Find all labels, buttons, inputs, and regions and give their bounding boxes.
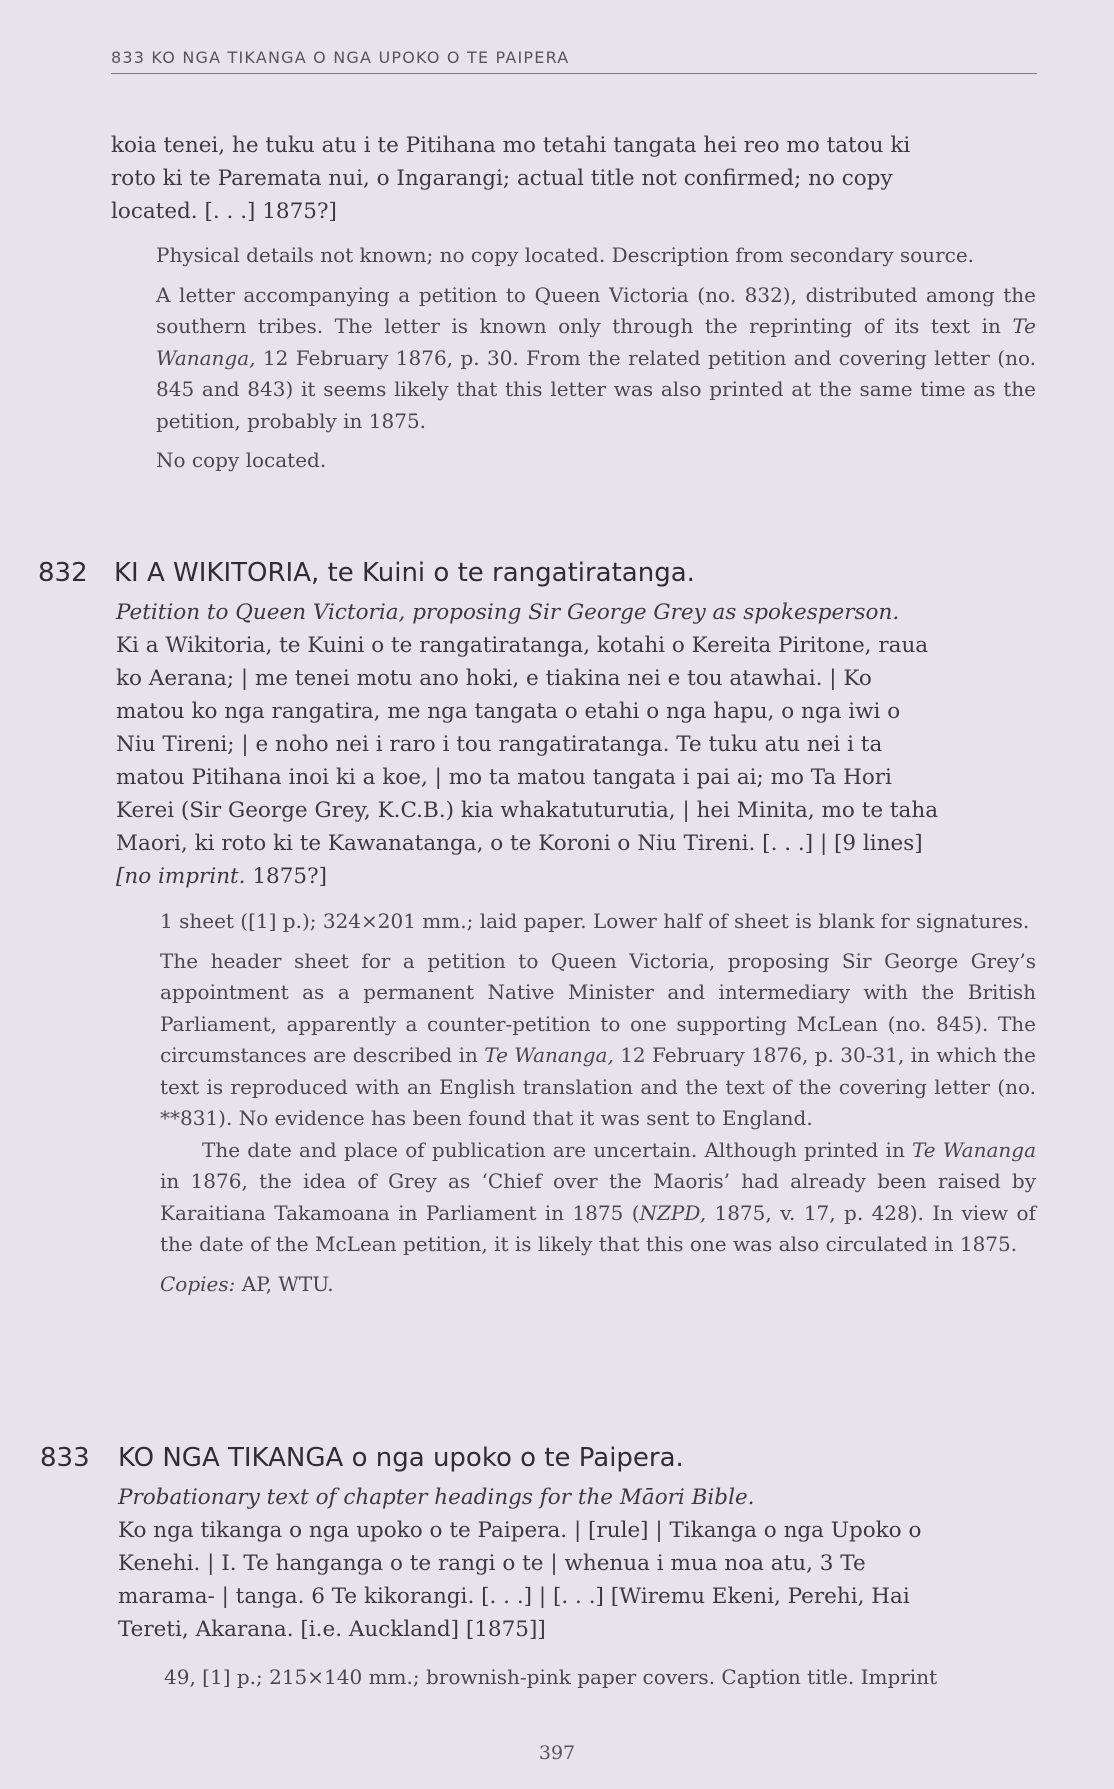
entry-heading: KI A WIKITORIA, te Kuini o te rangatiratanga.	[114, 558, 695, 588]
physical-description: 49, [1] p.; 215×140 mm.; brownish-pink paper covers. Caption title. Imprint	[164, 1665, 938, 1689]
title-line: [no imprint. 1875?]	[116, 864, 327, 889]
title-line: Kenehi. | I. Te hanganga o te rangi o te | whenua i mua noa atu, 3 Te	[118, 1551, 866, 1576]
entry-833-notes	[164, 1662, 1040, 1694]
note-paragraph: The header sheet for a petition to Queen Victoria, proposing Sir George Grey’s appointment as a permanent Native Minister and intermediary with the British Parliament, apparently a counter-petition to one supporting McLean (no. 845). The circumstances are described in Te Wananga, 12 February 1876, p. 30-31, in which the text is reproduced with an English translation and the text of the covering letter (no. **831). No evidence has been found that it was sent to England.	[160, 948, 1036, 1130]
copies-line: Copies: AP, WTU.	[160, 1271, 334, 1296]
title-line: Ko nga tikanga o nga upoko o te Paipera. | [rule] | Tikanga o nga Upoko o	[118, 1518, 922, 1543]
title-line: Ki a Wikitoria, te Kuini o te rangatiratanga, kotahi o Kereita Piritone, raua	[116, 633, 929, 658]
title-line: roto ki te Paremata nui, o Ingarangi; actual title not confirmed; no copy	[111, 166, 893, 191]
title-line: Tereti, Akarana. [i.e. Auckland] [1875]]	[118, 1617, 546, 1642]
title-line: located. [. . .] 1875?]	[111, 199, 337, 224]
entry-832-body	[116, 596, 1016, 893]
entry-number: 833	[40, 1443, 90, 1473]
prev-entry-notes	[156, 240, 1036, 477]
physical-description: Physical details not known; no copy located. Description from secondary source.	[156, 243, 975, 267]
entry-heading: KO NGA TIKANGA o nga upoko o te Paipera.	[118, 1443, 684, 1473]
entry-833-body	[118, 1481, 1018, 1646]
entry-subtitle: Probationary text of chapter headings for the Māori Bible.	[118, 1485, 755, 1510]
title-line: koia tenei, he tuku atu i te Pitihana mo tetahi tangata hei reo mo tatou ki	[111, 133, 911, 158]
note-paragraph: The date and place of publication are uncertain. Although printed in Te Wananga in 1876, the idea of Grey as ‘Chief over the Maoris’ had already been raised by Karaitiana Takamoana in Parliament in 1875 (NZPD, 1875, v. 17, p. 428). In view of the date of the McLean petition, it is likely that this one was also circulated in 1875.	[160, 1137, 1036, 1256]
no-copy-note: No copy located.	[156, 448, 327, 472]
entry-subtitle: Petition to Queen Victoria, proposing Sir George Grey as spokesperson.	[116, 600, 900, 625]
title-line: ko Aerana; | me tenei motu ano hoki, e tiakina nei e tou atawhai. | Ko	[116, 666, 872, 691]
running-head: 833 KO NGA TIKANGA O NGA UPOKO O TE PAIPERA	[111, 48, 1037, 74]
title-line: Kerei (Sir George Grey, K.C.B.) kia whakatuturutia, | hei Minita, mo te taha	[116, 798, 939, 823]
note-paragraph: A letter accompanying a petition to Queen Victoria (no. 832), distributed among the southern tribes. The letter is known only through the reprinting of its text in Te Wananga, 12 February 1876, p. 30. From the related petition and covering letter (no. 845 and 843) it seems likely that this letter was also printed at the same time as the petition, probably in 1875.	[156, 282, 1036, 433]
title-line: matou ko nga rangatira, me nga tangata o etahi o nga hapu, o nga iwi o	[116, 699, 901, 724]
entry-832-notes	[160, 906, 1036, 1300]
title-line: matou Pitihana inoi ki a koe, | mo ta matou tangata i pai ai; mo Ta Hori	[116, 765, 892, 790]
title-line: Niu Tireni; | e noho nei i raro i tou rangatiratanga. Te tuku atu nei i ta	[116, 732, 883, 757]
title-line: Maori, ki roto ki te Kawanatanga, o te Koroni o Niu Tireni. [. . .] | [9 lines]	[116, 831, 923, 856]
prev-entry-title	[111, 129, 1011, 228]
physical-description: 1 sheet ([1] p.); 324×201 mm.; laid paper. Lower half of sheet is blank for signatures.	[160, 909, 1030, 933]
entry-number: 832	[38, 558, 88, 588]
page-number: 397	[538, 1742, 576, 1764]
title-line: marama- | tanga. 6 Te kikorangi. [. . .] | [. . .] [Wiremu Ekeni, Perehi, Hai	[118, 1584, 910, 1609]
